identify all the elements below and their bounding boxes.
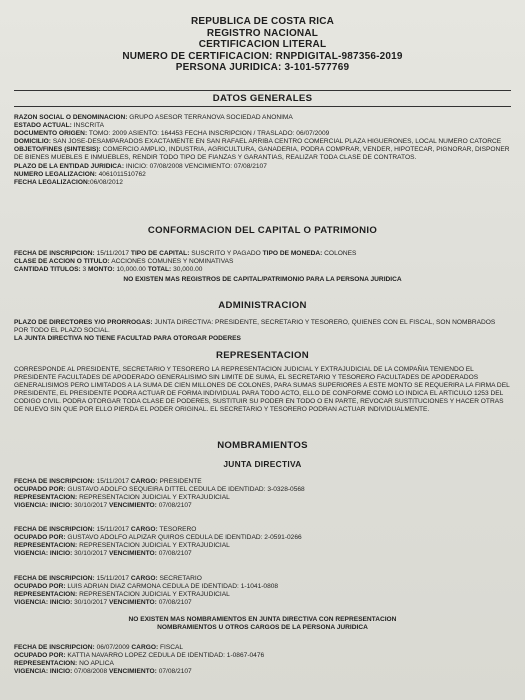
divider [14,106,511,107]
entry-ocupado: OCUPADO POR: KATTIA NAVARRO LOPEZ CEDULA DE IDENTIDAD: 1-0867-0476 [14,652,265,660]
section-subtitle: JUNTA DIRECTIVA [223,459,302,469]
entry-fecha: FECHA DE INSCRIPCION: 15/11/2017 CARGO: PRESIDENTE [14,478,202,485]
entry-ocupado: OCUPADO POR: GUSTAVO ADOLFO SEQUEIRA DITTEL CEDULA DE IDENTIDAD: 3-0328-0568 [14,486,305,494]
field-razon-social: RAZON SOCIAL O DENOMINACION: GRUPO ASESOR TERRANOVA SOCIEDAD ANONIMA [14,114,293,121]
divider [14,90,511,91]
section-title: NOMBRAMIENTOS [217,440,308,451]
nombramientos-notes [14,616,511,632]
entry-fiscal [14,644,511,676]
section-capital [14,225,511,236]
entry-presidente [14,478,511,510]
capital-note: NO EXISTEN MAS REGISTROS DE CAPITAL/PATRIMONIO PARA LA PERSONA JURIDICA [123,276,402,284]
section-title: REPRESENTACION [215,350,310,361]
entry-fecha: FECHA DE INSCRIPCION: 15/11/2017 CARGO: TESORERO [14,526,197,533]
general-data-body [14,114,511,187]
section-title: DATOS GENERALES [212,93,313,104]
field-objeto: OBJETO/FINES (SINTESIS): COMERCIO AMPLIO, INDUSTRIA, AGRICULTURA, GANADERIA, PODRA COMPRAR, VENDER, HIPOTECAR, PIGNORAR, DISPONER DE BIENES MUEBLES E INMUEBLES, RENDIR TODO TIPO DE FIANZAS Y GARANTIAS, REALIZAR TODA CLASE DE CONTRATOS. [14,146,510,162]
entry-ocupado: OCUPADO POR: GUSTAVO ADOLFO ALPIZAR QUIROS CEDULA DE IDENTIDAD: 2-0591-0266 [14,534,302,542]
entry-fecha: FECHA DE INSCRIPCION: 06/07/2009 CARGO: FISCAL [14,644,184,651]
entry-representacion: REPRESENTACION: REPRESENTACION JUDICIAL Y EXTRAJUDICIAL [14,542,230,550]
representacion-body [14,366,511,415]
capital-body [14,250,511,284]
field-capital-fecha: FECHA DE INSCRIPCION: 15/11/2017 TIPO DE CAPITAL: SUSCRITO Y PAGADO TIPO DE MONEDA: COLONES [14,250,357,257]
section-general-data [14,90,511,107]
header-cert-type: CERTIFICACION LITERAL [198,39,327,50]
header-legal-person: PERSONA JURIDICA: 3-101-577769 [175,62,350,73]
entry-tesorero [14,526,511,558]
entry-vigencia: VIGENCIA: INICIO: 07/08/2008 VENCIMIENTO: 07/08/2107 [14,668,192,676]
field-fecha-legalizacion: FECHA LEGALIZACION:06/08/2012 [14,178,123,186]
section-representacion [14,350,511,361]
entry-fecha: FECHA DE INSCRIPCION: 15/11/2017 CARGO: SECRETARIO [14,575,202,582]
header-cert-number: NUMERO DE CERTIFICACION: RNPDIGITAL-987356-2019 [122,50,403,62]
entry-representacion: REPRESENTACION: NO APLICA [14,660,114,668]
section-administracion [14,300,511,311]
administracion-note: LA JUNTA DIRECTIVA NO TIENE FACULTAD PARA OTORGAR PODERES [14,335,241,343]
header-registry: REGISTRO NACIONAL [206,27,319,39]
field-capital-clase: CLASE DE ACCION O TITULO: ACCIONES COMUNES Y NOMINATIVAS [14,258,234,266]
entry-representacion: REPRESENTACION: REPRESENTACION JUDICIAL Y EXTRAJUDICIAL [14,591,230,599]
section-title: ADMINISTRACION [218,300,307,311]
administracion-body [14,319,511,343]
nombramientos-note-2: NOMBRAMIENTOS U OTROS CARGOS DE LA PERSONA JURIDICA [157,624,368,632]
field-domicilio: DOMICILIO: SAN JOSE-DESAMPARADOS EXACTAMENTE EN SAN RAFAEL ARRIBA CENTRO COMERCIAL PLAZA HIGUERONES, LOCAL NUMERO CATORCE [14,138,502,146]
field-capital-cantidad: CANTIDAD TITULOS: 3 MONTO: 10,000.00 TOTAL: 30,000.00 [14,266,203,274]
entry-vigencia: VIGENCIA: INICIO: 30/10/2017 VENCIMIENTO: 07/08/2107 [14,550,192,558]
header-republic: REPUBLICA DE COSTA RICA [190,16,335,27]
field-plazo: PLAZO DE LA ENTIDAD JURIDICA: INICIO: 07/08/2008 VENCIMIENTO: 07/08/2107 [14,162,267,170]
section-nombramientos [14,440,511,469]
representacion-text: CORRESPONDE AL PRESIDENTE, SECRETARIO Y TESORERO LA REPRESENTACION JUDICIAL Y EXTRAJUDICIAL DE LA COMPAÑIA TENIENDO EL PRESIDENTE FACULTADES DE APODERADO GENERALISIMO SIN LIMITE DE SUMA, EL SECRETARIO Y TESORERO FACULTADES DE APODERADOS GENERALISIMOS PERO LIMITADOS A LA SUMA DE CIEN MILLONES DE COLONES, PARA SUMAS SUPERIORES A ESTE MONTO SE REQUERIRA LA FIRMA DEL PRESIDENTE, EL PRESIDENTE PODRA ACTUAR DE FORMA INDIVIDUAL PARA TODO ACTO, ELLO DE CONFORME COMO LO INDICA EL ARTICULO 1253 DEL CODIGO CIVIL. PODRA OTORGAR TODA CLASE DE PODERES, SUSTITUIR SU PODER EN TODO O EN PARTE, REVOCAR SUSTITUCIONES Y HACER OTRAS DE NUEVO SIN QUE POR ELLO PIERDA EL PODER ORIGINAL. EL SECRETARIO Y TESORERO PODRAN ACTUAR INDIVIDUALMENTE. [14,366,510,414]
section-title: CONFORMACION DEL CAPITAL O PATRIMONIO [147,225,378,236]
nombramientos-note-1: NO EXISTEN MAS NOMBRAMIENTOS EN JUNTA DIRECTIVA CON REPRESENTACION [128,616,397,623]
entry-vigencia: VIGENCIA: INICIO: 30/10/2017 VENCIMIENTO: 07/08/2107 [14,599,192,607]
field-plazo-directores: PLAZO DE DIRECTORES Y/O PRORROGAS: JUNTA DIRECTIVA: PRESIDENTE, SECRETARIO Y TESORERO, QUIENES CON EL FISCAL, SON NOMBRADOS POR TODO EL PLAZO SOCIAL. [14,319,496,335]
entry-representacion: REPRESENTACION: REPRESENTACION JUDICIAL Y EXTRAJUDICIAL [14,494,230,502]
entry-secretario [14,575,511,607]
document-header [14,16,511,74]
entry-vigencia: VIGENCIA: INICIO: 30/10/2017 VENCIMIENTO: 07/08/2107 [14,502,192,510]
field-estado: ESTADO ACTUAL: INSCRITA [14,122,105,130]
field-numero-legalizacion: NUMERO LEGALIZACION: 4061011510762 [14,170,146,178]
field-documento: DOCUMENTO ORIGEN: TOMO: 2009 ASIENTO: 164453 FECHA INSCRIPCION / TRASLADO: 06/07/2009 [14,130,330,138]
entry-ocupado: OCUPADO POR: LUIS ADRIAN DIAZ CARMONA CEDULA DE IDENTIDAD: 1-1041-0808 [14,583,279,591]
